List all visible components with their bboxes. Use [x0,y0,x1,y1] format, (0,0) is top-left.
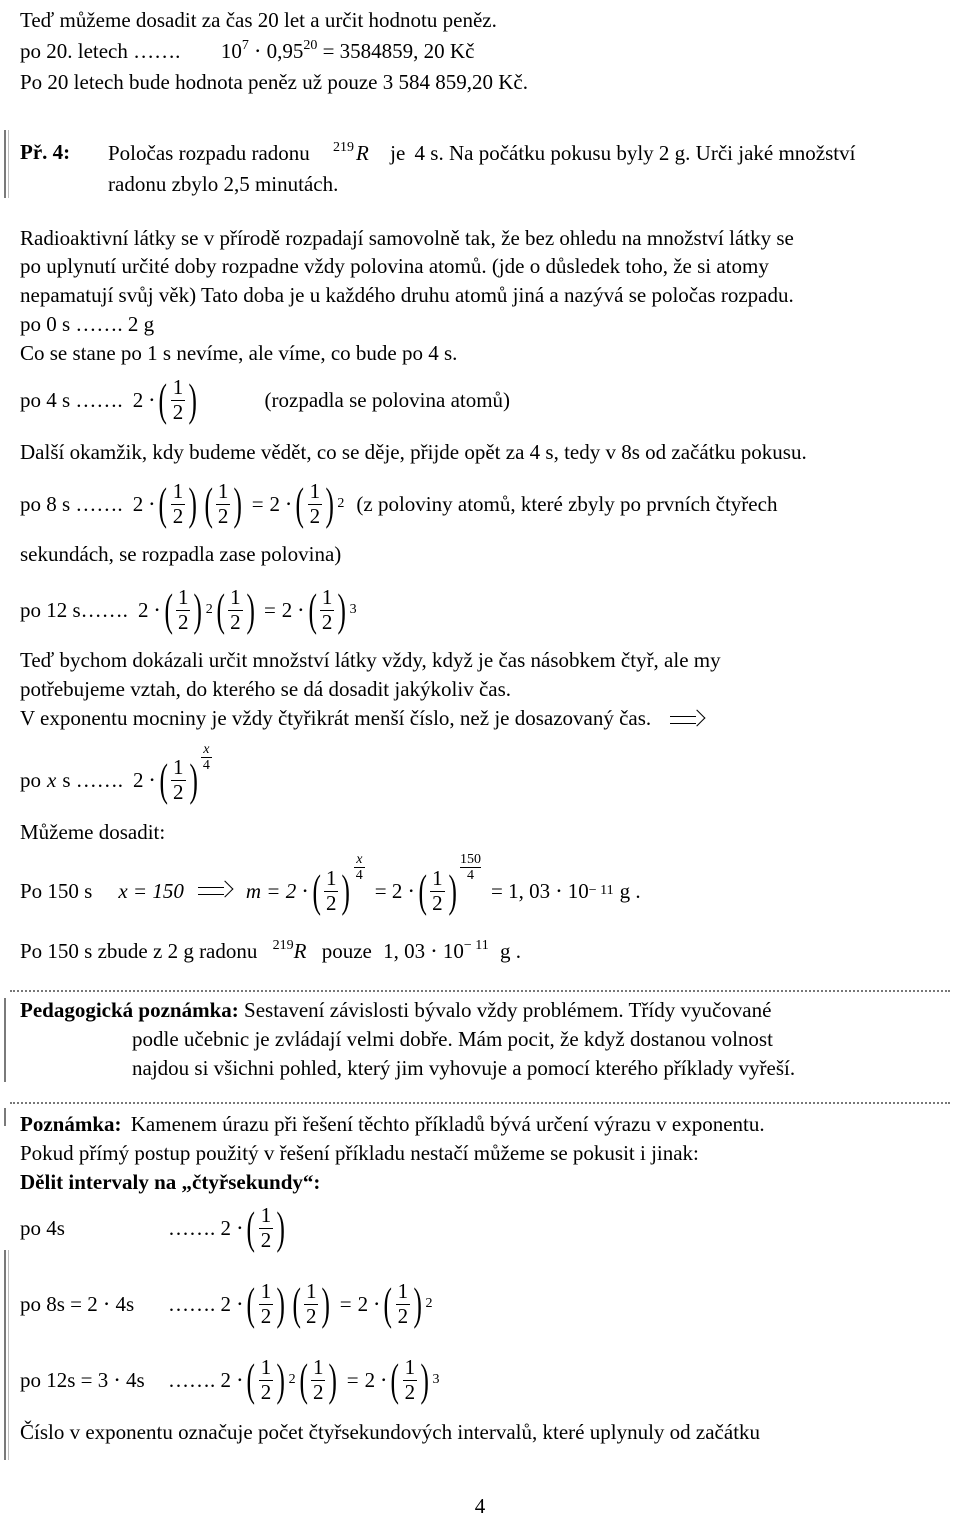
equation-line [20,744,212,816]
text: po [20,767,41,792]
paren: ) [276,1354,286,1405]
numerator: 1 [321,585,333,610]
numerator: 1 [312,1355,324,1380]
text: je [390,141,406,165]
note [20,1112,765,1136]
exponent: 2 [337,495,345,511]
paren: ( [158,478,168,529]
section-separator [10,1102,950,1104]
paren: ) [276,1202,286,1253]
equation: = 1, 03 ⋅ 10 [490,878,589,903]
text: po 12s = 3 ⋅ 4s [20,1367,145,1392]
text-line: Další okamžik, kdy budeme vědět, co se děje, přijde opět za 4 s, tedy v 8s od začátku pokusu. [20,440,807,464]
fraction [320,586,335,633]
exponent: 7 [241,38,249,53]
fraction [311,1356,326,1403]
denominator: 2 [260,1379,272,1404]
numerator: 1 [260,1355,272,1380]
text: V exponentu mocniny je vždy čtyřikrát menší číslo, než je dosazovaný čas. [20,706,652,730]
operator: ⋅ [285,491,293,516]
text: (rozpadla se polovina atomů) [264,387,511,412]
denominator: 2 [173,779,184,804]
text-line: Pokud přímý postup použitý v řešení příkladu nestačí můžeme se pokusit i jinak: [20,1141,699,1165]
paren: ) [188,754,198,805]
text: po 12 s……. [20,597,128,622]
denominator: 4 [460,867,481,883]
paren: ) [328,1354,338,1405]
fraction [259,1280,274,1327]
unit: g . [619,878,641,903]
equation-line [20,1196,289,1260]
denominator: 2 [432,890,443,915]
number: 2 [364,1367,376,1392]
paren: ( [307,584,317,635]
number: ⋅ 0,95 [254,39,304,63]
paren: ) [448,865,457,916]
paren: ) [276,1278,286,1329]
text-line: najdou si všichni pohled, který jim vyhovuje a pomocí kterého příklady vyřeší. [132,1056,796,1080]
numerator: 1 [173,755,184,780]
operator: ⋅ [380,1367,388,1392]
isotope-number: 219 [272,938,294,953]
paren: ) [193,584,203,635]
text-line: Radioaktivní látky se v přírodě rozpadají samovolně tak, že bez ohledu na množství látky se [20,226,794,250]
paren: ) [413,1278,423,1329]
text: ……. 2 ⋅ [168,1367,244,1392]
paren: ) [188,478,198,529]
section-separator [10,990,950,992]
ped-note-label: Pedagogická poznámka: [20,998,239,1022]
paren: ( [216,584,225,635]
number: 2 [133,767,144,792]
text: po 8 s ……. [20,491,123,516]
margin-bar [4,1250,6,1460]
equation-line [20,1272,432,1336]
paren: ( [203,478,213,529]
exponent: − 11 [463,938,489,953]
equation-line [20,370,510,430]
paren: ( [292,1278,301,1329]
margin-bar [8,130,9,198]
text: Sestavení závislosti bývalo vždy problémem. Třídy vyučované [244,998,772,1022]
operator: ⋅ [297,597,305,622]
exponent: 2 [205,601,213,617]
numerator: 1 [309,479,321,504]
text: ……. 2 ⋅ [168,1291,244,1316]
example-label: Př. 4: [20,140,71,164]
denominator: 2 [397,1303,409,1328]
number: 1, 03 ⋅ 10 [383,939,464,963]
paren: ) [246,584,255,635]
note-label: Poznámka: [20,1112,122,1136]
text: Poločas rozpadu radonu [108,141,310,165]
numerator: 1 [397,1279,409,1304]
paren: ( [295,478,305,529]
operator: = [346,1367,359,1392]
margin-bar [4,1108,6,1126]
paren: ( [246,1202,256,1253]
denominator: 2 [230,609,241,634]
operator: = [339,1291,352,1316]
example-text: radonu zbylo 2,5 minutách. [108,172,339,196]
operator: ⋅ [148,767,156,792]
text: 4 s [414,141,439,165]
text: Kamenem úrazu při řešení těchto příkladů bývá určení výrazu v exponentu. [130,1112,765,1136]
exponent: − 11 [588,882,614,898]
equation-line [20,472,777,536]
denominator: 2 [177,609,189,634]
text: s ……. [62,767,124,792]
denominator: 4 [355,868,363,884]
element-symbol: R [293,939,307,963]
denominator: 2 [309,503,321,528]
fraction [304,1280,319,1327]
text-line: sekundách, se rozpadla zase polovina) [20,542,342,566]
result: = 3584859, 20 Kč [322,39,475,63]
exponent: 3 [432,1371,440,1387]
operator: ⋅ [373,1291,381,1316]
paren: ) [321,1278,331,1329]
numerator: 1 [305,1279,317,1304]
unit: g . [499,939,521,963]
text-line: potřebujeme vztah, do kterého se dá dosadit jakýkoliv čas. [20,677,512,701]
text-line: Číslo v exponentu označuje počet čtyřsekundových intervalů, které uplynuly od začátku [20,1420,761,1444]
denominator: 2 [217,503,229,528]
operator: = [263,597,276,622]
numerator: 1 [325,866,337,891]
text: (z poloviny atomů, které zbyly po prvních čtyřech [356,491,778,516]
paren: ( [158,374,168,425]
paren: ) [337,584,347,635]
variable: x [47,767,57,792]
denominator: 2 [321,609,333,634]
numerator: 1 [172,375,184,400]
paren: ( [312,865,321,916]
fraction [216,480,231,527]
denominator: 2 [312,1379,324,1404]
numerator: 1 [432,866,443,891]
text-line: Teď můžeme dosadit za čas 20 let a určit hodnotu peněz. [20,8,497,32]
paren: ( [164,584,173,635]
fraction [171,756,186,803]
equation: m = 2 ⋅ [245,878,309,903]
numerator: 1 [172,479,184,504]
text-line: po 0 s ……. 2 g [20,312,155,336]
exponent: 2 [425,1295,433,1311]
number: 2 [269,491,281,516]
text-line: Teď bychom dokázali určit množství látky vždy, když je čas násobkem čtyř, ale my [20,648,721,672]
equation: = 2 ⋅ [374,878,415,903]
denominator: 2 [305,1303,317,1328]
number: 2 [357,1291,369,1316]
page-number: 4 [474,1494,486,1518]
operator: = [251,491,264,516]
text: po 4s [20,1215,65,1240]
text-line: Můžeme dosadit: [20,820,166,844]
equation-line [20,852,641,930]
number: 2 [281,597,293,622]
isotope-number: 219 [333,140,355,155]
denominator: 4 [202,758,210,774]
paren: ( [390,1354,400,1405]
fraction [430,867,445,914]
fraction [403,1356,418,1403]
element-symbol: R [356,141,369,165]
paren: ) [341,865,351,916]
margin-bar [8,1250,9,1460]
text-line: Co se stane po 1 s nevíme, ale víme, co bude po 4 s. [20,341,458,365]
fraction [171,376,186,423]
text-line [20,938,521,963]
numerator: 1 [260,1203,272,1228]
paren: ( [299,1354,308,1405]
paren: ( [418,865,427,916]
denominator: 2 [325,890,337,915]
paren: ) [325,478,334,529]
fraction [171,480,186,527]
equation: x = 150 [118,878,184,903]
margin-bar [4,998,6,1082]
text: po 4 s ……. [20,387,123,412]
equation-line [20,1348,439,1412]
operator: ⋅ [148,387,156,412]
paren: ) [233,478,243,529]
paren: ( [383,1278,393,1329]
text-line: podle učebnic je zvládají velmi dobře. Mám pocit, že když dostanou volnost [132,1027,773,1051]
number: 2 [132,491,144,516]
denominator: 2 [260,1227,272,1252]
equation-line [20,578,357,642]
numerator: 1 [404,1355,416,1380]
numerator: 1 [217,479,229,504]
fraction [324,867,339,914]
implies-arrow-icon [670,713,704,727]
text-line: Po 20 letech bude hodnota peněz už pouze 3 584 859,20 Kč. [20,70,528,94]
fraction [176,586,191,633]
numerator: x [356,852,363,867]
exponent: 20 [303,38,318,53]
operator: ⋅ [153,597,161,622]
text-line: po uplynutí určité doby rozpadne vždy polovina atomů. (jde o důsledek toho, že si atomy [20,254,769,278]
fraction [396,1280,411,1327]
text: po 20. letech ……. [20,39,181,63]
fraction [228,586,243,633]
fraction [259,1204,274,1251]
exponent: 3 [349,601,357,617]
denominator: 2 [172,399,184,424]
implies-arrow-icon [198,884,232,898]
paren: ( [246,1354,256,1405]
text: . Na počátku pokusu byly 2 g. Urči jaké množství [438,141,856,165]
paren: ( [246,1278,256,1329]
text: ……. 2 ⋅ [168,1215,244,1240]
numerator: 1 [260,1279,272,1304]
ped-note [20,998,771,1022]
subheading: Dělit intervaly na „čtyřsekundy“: [20,1170,321,1194]
text-line [20,706,704,730]
paren: ) [420,1354,430,1405]
example-text [108,140,855,165]
text-line: nepamatují svůj věk) Tato doba je u každého druhu atomů jiná a nazývá se poločas rozpadu. [20,283,794,307]
numerator: 150 [459,852,481,867]
exponent: 2 [288,1371,296,1387]
number: 10 [220,39,242,63]
denominator: 2 [260,1303,272,1328]
fraction [308,480,323,527]
text: po 8s = 2 ⋅ 4s [20,1291,135,1316]
fraction [259,1356,274,1403]
exponent-fraction [201,742,212,774]
exponent-fraction [354,852,365,884]
equation-line [20,38,474,63]
denominator: 2 [404,1379,416,1404]
margin-bar [4,130,6,198]
numerator: x [203,742,210,757]
text: pouze [321,939,372,963]
denominator: 2 [172,503,184,528]
text: Po 150 s [20,878,93,903]
number: 2 [137,597,149,622]
number: 2 [132,387,144,412]
exponent-fraction [460,852,481,884]
operator: ⋅ [148,491,156,516]
paren: ) [188,374,198,425]
numerator: 1 [177,585,189,610]
paren: ( [159,754,168,805]
text: Po 150 s zbude z 2 g radonu [20,939,258,963]
numerator: 1 [230,585,241,610]
